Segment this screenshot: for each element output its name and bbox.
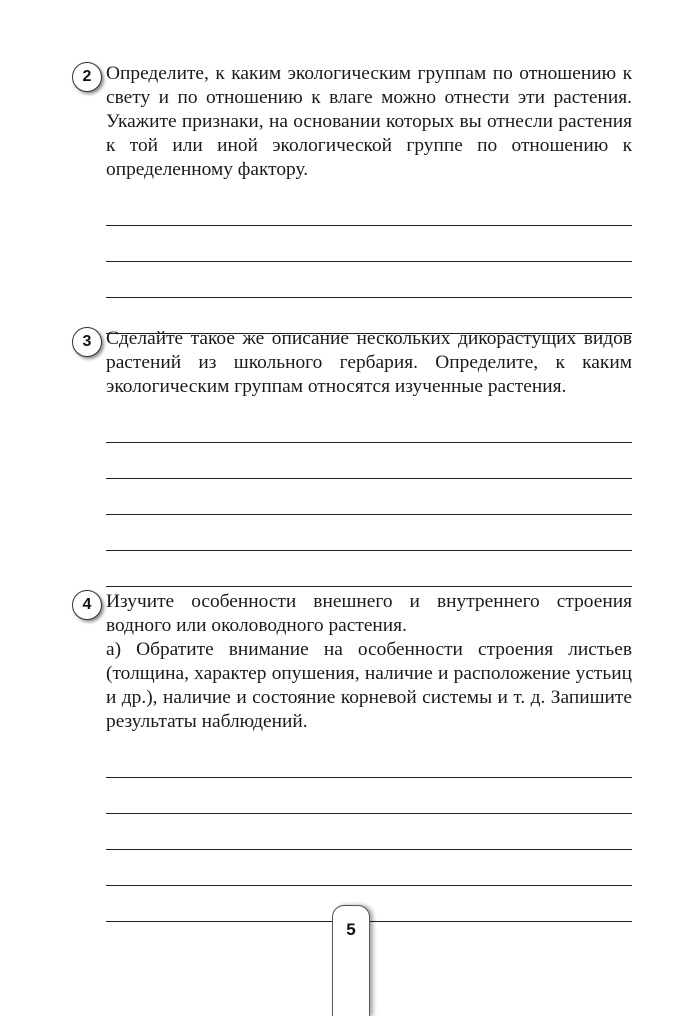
answer-line[interactable] bbox=[106, 262, 632, 298]
task-paragraph: Сделайте такое же описание нескольких дикорастущих видов растений из школьного гербария. Определите, к каким экологическим группам относятся изученные растения. bbox=[106, 328, 632, 397]
task-paragraph: Определите, к каким экологическим группам по отношению к свету и по отношению к влаге можно отнести эти растения. Укажите признаки, на основании которых вы отнесли растения к той или иной экологической группе по отношению к определенному фактору. bbox=[106, 63, 632, 180]
task-2 bbox=[72, 62, 632, 334]
answer-line[interactable] bbox=[106, 814, 632, 850]
answer-line[interactable] bbox=[106, 551, 632, 587]
task-instructions bbox=[106, 590, 632, 734]
answer-line[interactable] bbox=[106, 515, 632, 551]
answer-line[interactable] bbox=[106, 407, 632, 443]
task-paragraph: Изучите особенности внешнего и внутреннего строения водного или околоводного растения. bbox=[106, 591, 632, 636]
answer-lines bbox=[106, 407, 632, 587]
task-3 bbox=[72, 327, 632, 587]
answer-line[interactable] bbox=[106, 742, 632, 778]
task-number-badge: 2 bbox=[72, 62, 102, 92]
answer-line[interactable] bbox=[106, 190, 632, 226]
task-instructions bbox=[106, 62, 632, 182]
answer-lines bbox=[106, 190, 632, 334]
answer-line[interactable] bbox=[106, 778, 632, 814]
page-number-tab bbox=[332, 905, 370, 1016]
page-number: 5 bbox=[346, 920, 356, 939]
answer-line[interactable] bbox=[106, 479, 632, 515]
task-instructions bbox=[106, 327, 632, 399]
task-4 bbox=[72, 590, 632, 922]
answer-line[interactable] bbox=[106, 443, 632, 479]
answer-lines bbox=[106, 742, 632, 922]
answer-line[interactable] bbox=[106, 226, 632, 262]
answer-line[interactable] bbox=[106, 850, 632, 886]
task-number-badge: 4 bbox=[72, 590, 102, 620]
task-subitem-a: а) Обратите внимание на особенности строения листьев (толщина, характер опушения, наличие и расположение устьиц и др.), наличие и состояние корневой системы и т. д. Запишите результаты наблюдений. bbox=[106, 639, 632, 732]
task-number-badge: 3 bbox=[72, 327, 102, 357]
